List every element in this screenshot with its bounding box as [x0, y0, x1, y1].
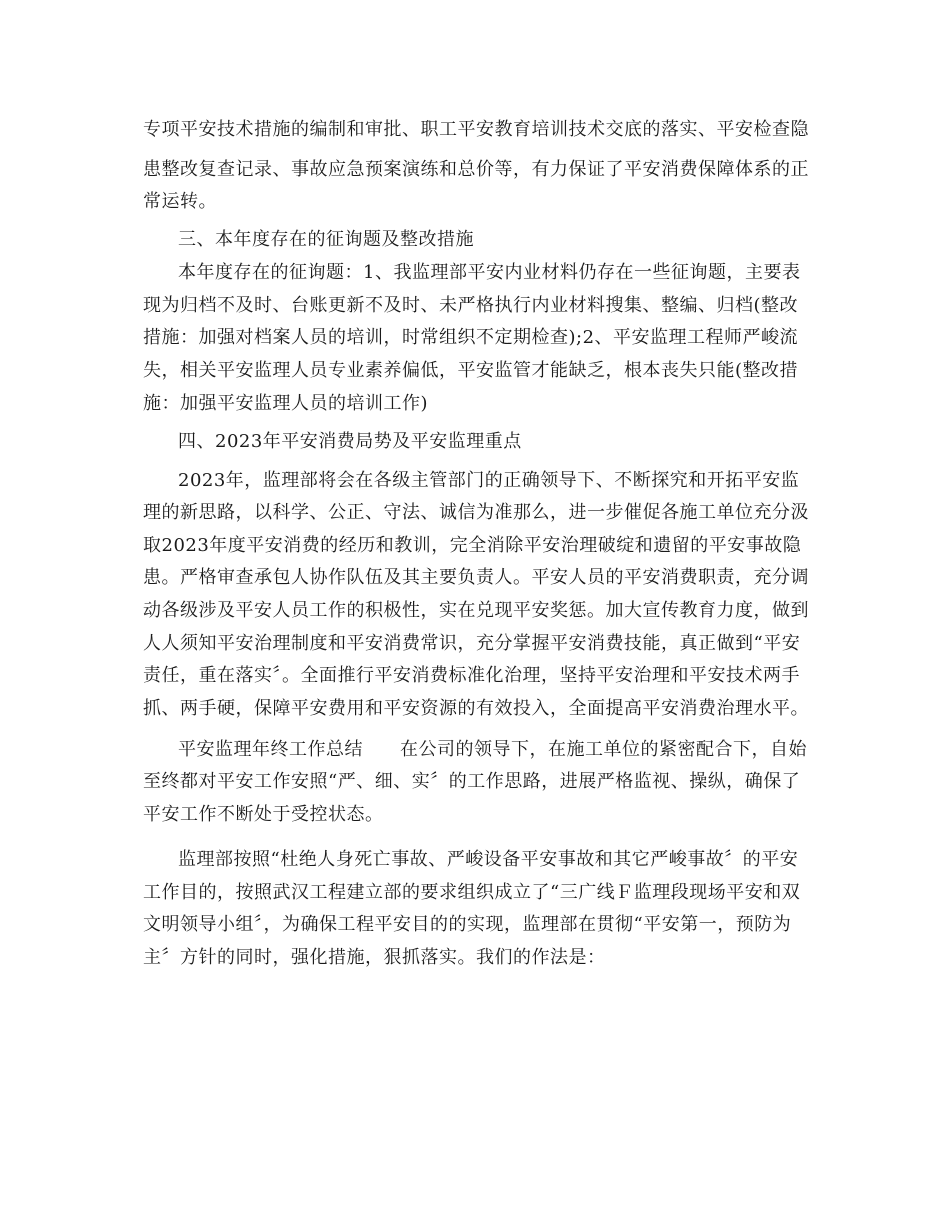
text-line: 抓、两手硬，保障平安费用和平安资源的有效投入，全面提高平安消费治理水平。 [143, 698, 809, 719]
text-line: 现为归档不及时、台账更新不及时、未严格执行内业材料搜集、整编、归档(整改 [143, 295, 799, 316]
text-line: 理的新思路，以科学、公正、守法、诚信为准那么，进一步催促各施工单位充分汲 [143, 502, 809, 523]
text-line: 常运转。 [143, 191, 217, 212]
text-line: 责任，重在落实〞。全面推行平安消费标准化治理，坚持平安治理和平安技术两手 [143, 665, 800, 686]
text-line: 患整改复查记录、事故应急预案演练和总价等，有力保证了平安消费保障体系的正 [143, 159, 809, 180]
text-line: 主〞方针的同时，强化措施，狠抓落实。我们的作法是： [143, 947, 606, 968]
text-line: 取2023年度平安消费的经历和教训，完全消除平安治理破绽和遗留的平安事故隐 [143, 535, 802, 556]
text-line: 工作目的，按照武汉工程建立部的要求组织成立了“三广线Ｆ监理段现场平安和双 [143, 882, 801, 903]
section-heading: 三、本年度存在的征询题及整改措施 [178, 229, 474, 250]
text-line: 监理部按照“杜绝人身死亡事故、严峻设备平安事故和其它严峻事故〞的平安 [178, 849, 799, 870]
text-line: 人人须知平安治理制度和平安消费常识，充分掌握平安消费技能，真正做到“平安 [143, 633, 801, 654]
text-line: 失，相关平安监理人员专业素养偏低，平安监管才能缺乏，根本丧失只能(整改措 [143, 360, 799, 381]
text-line: 专项平安技术措施的编制和审批、职工平安教育培训技术交底的落实、平安检查隐 [143, 119, 809, 140]
text-line: 动各级涉及平安人员工作的积极性，实在兑现平安奖惩。加大宣传教育力度，做到 [143, 600, 809, 621]
text-line: 患。严格审查承包人协作队伍及其主要负责人。平安人员的平安消费职责，充分调 [143, 567, 809, 588]
section-heading: 四、2023年平安消费局势及平安监理重点 [178, 431, 522, 452]
text-line: 至终都对平安工作安照“严、细、实〞的工作思路，进展严格监视、操纵，确保了 [143, 771, 801, 792]
text-line: 文明领导小组〞，为确保工程平安目的的实现，监理部在贯彻“平安第一，预防为 [143, 914, 792, 935]
text-line: 措施：加强对档案人员的培训，时常组织不定期检查);2、平安监理工程师严峻流 [143, 327, 799, 348]
text-line: 平安监理年终工作总结 在公司的领导下，在施工单位的紧密配合下，自始 [178, 739, 807, 760]
text-line: 2023年，监理部将会在各级主管部门的正确领导下、不断探究和开拓平安监 [178, 470, 800, 491]
text-line: 施：加强平安监理人员的培训工作) [143, 393, 429, 414]
text-line: 本年度存在的征询题：1、我监理部平安内业材料仍存在一些征询题，主要表 [178, 262, 801, 283]
text-line: 平安工作不断处于受控状态。 [143, 804, 384, 825]
